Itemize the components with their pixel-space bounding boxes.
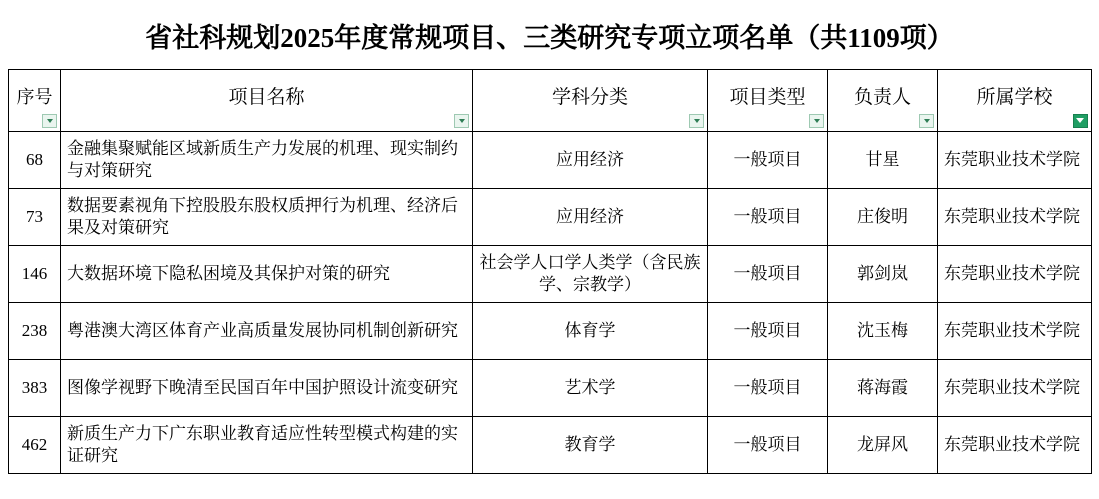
cell-seq: 146 — [9, 246, 61, 303]
cell-person: 郭剑岚 — [828, 246, 938, 303]
table-container — [0, 69, 1099, 474]
filter-dropdown-subject[interactable] — [689, 114, 704, 128]
cell-seq: 73 — [9, 189, 61, 246]
cell-subject: 社会学人口学人类学（含民族学、宗教学） — [473, 246, 708, 303]
column-header-type — [708, 70, 828, 132]
cell-project-name: 大数据环境下隐私困境及其保护对策的研究 — [61, 246, 473, 303]
filter-dropdown-type[interactable] — [809, 114, 824, 128]
column-header-name — [61, 70, 473, 132]
cell-person: 龙屏风 — [828, 417, 938, 474]
cell-subject: 应用经济 — [473, 132, 708, 189]
cell-school: 东莞职业技术学院 — [938, 303, 1092, 360]
cell-school: 东莞职业技术学院 — [938, 360, 1092, 417]
cell-type: 一般项目 — [708, 246, 828, 303]
filter-dropdown-name[interactable] — [454, 114, 469, 128]
column-header-name-label: 项目名称 — [228, 87, 305, 109]
cell-person: 沈玉梅 — [828, 303, 938, 360]
cell-project-name: 金融集聚赋能区域新质生产力发展的机理、现实制约与对策研究 — [61, 132, 473, 189]
table-body — [9, 132, 1092, 474]
column-header-seq — [9, 70, 61, 132]
filter-dropdown-seq[interactable] — [42, 114, 57, 128]
cell-person: 蒋海霞 — [828, 360, 938, 417]
cell-type: 一般项目 — [708, 132, 828, 189]
page-title: 省社科规划2025年度常规项目、三类研究专项立项名单（共1109项） — [145, 23, 954, 53]
project-list-table — [8, 69, 1092, 474]
chevron-down-icon — [47, 119, 53, 123]
table-row — [9, 189, 1092, 246]
cell-person: 庄俊明 — [828, 189, 938, 246]
cell-seq: 383 — [9, 360, 61, 417]
cell-subject: 艺术学 — [473, 360, 708, 417]
filter-dropdown-school[interactable] — [1073, 114, 1088, 128]
column-header-person — [828, 70, 938, 132]
cell-project-name: 新质生产力下广东职业教育适应性转型模式构建的实证研究 — [61, 417, 473, 474]
cell-type: 一般项目 — [708, 360, 828, 417]
cell-person: 甘星 — [828, 132, 938, 189]
column-header-type-label: 项目类型 — [729, 87, 806, 109]
chevron-down-icon — [814, 119, 820, 123]
cell-type: 一般项目 — [708, 303, 828, 360]
column-header-school — [938, 70, 1092, 132]
chevron-down-icon — [694, 119, 700, 123]
column-header-subject-label: 学科分类 — [551, 87, 628, 109]
cell-subject: 教育学 — [473, 417, 708, 474]
column-header-subject — [473, 70, 708, 132]
cell-school: 东莞职业技术学院 — [938, 132, 1092, 189]
table-row — [9, 360, 1092, 417]
table-header-row — [9, 70, 1092, 132]
cell-seq: 462 — [9, 417, 61, 474]
cell-school: 东莞职业技术学院 — [938, 417, 1092, 474]
cell-project-name: 粤港澳大湾区体育产业高质量发展协同机制创新研究 — [61, 303, 473, 360]
cell-seq: 238 — [9, 303, 61, 360]
table-row — [9, 132, 1092, 189]
filter-dropdown-person[interactable] — [919, 114, 934, 128]
cell-subject: 应用经济 — [473, 189, 708, 246]
cell-subject: 体育学 — [473, 303, 708, 360]
table-row — [9, 417, 1092, 474]
table-row — [9, 246, 1092, 303]
cell-project-name: 图像学视野下晚清至民国百年中国护照设计流变研究 — [61, 360, 473, 417]
cell-school: 东莞职业技术学院 — [938, 189, 1092, 246]
cell-project-name: 数据要素视角下控股股东股权质押行为机理、经济后果及对策研究 — [61, 189, 473, 246]
cell-type: 一般项目 — [708, 417, 828, 474]
column-header-seq-label: 序号 — [16, 87, 53, 108]
column-header-school-label: 所属学校 — [976, 87, 1053, 109]
column-header-person-label: 负责人 — [853, 87, 911, 109]
filter-funnel-icon — [1076, 117, 1085, 126]
chevron-down-icon — [459, 119, 465, 123]
cell-seq: 68 — [9, 132, 61, 189]
cell-type: 一般项目 — [708, 189, 828, 246]
cell-school: 东莞职业技术学院 — [938, 246, 1092, 303]
table-row — [9, 303, 1092, 360]
chevron-down-icon — [924, 119, 930, 123]
